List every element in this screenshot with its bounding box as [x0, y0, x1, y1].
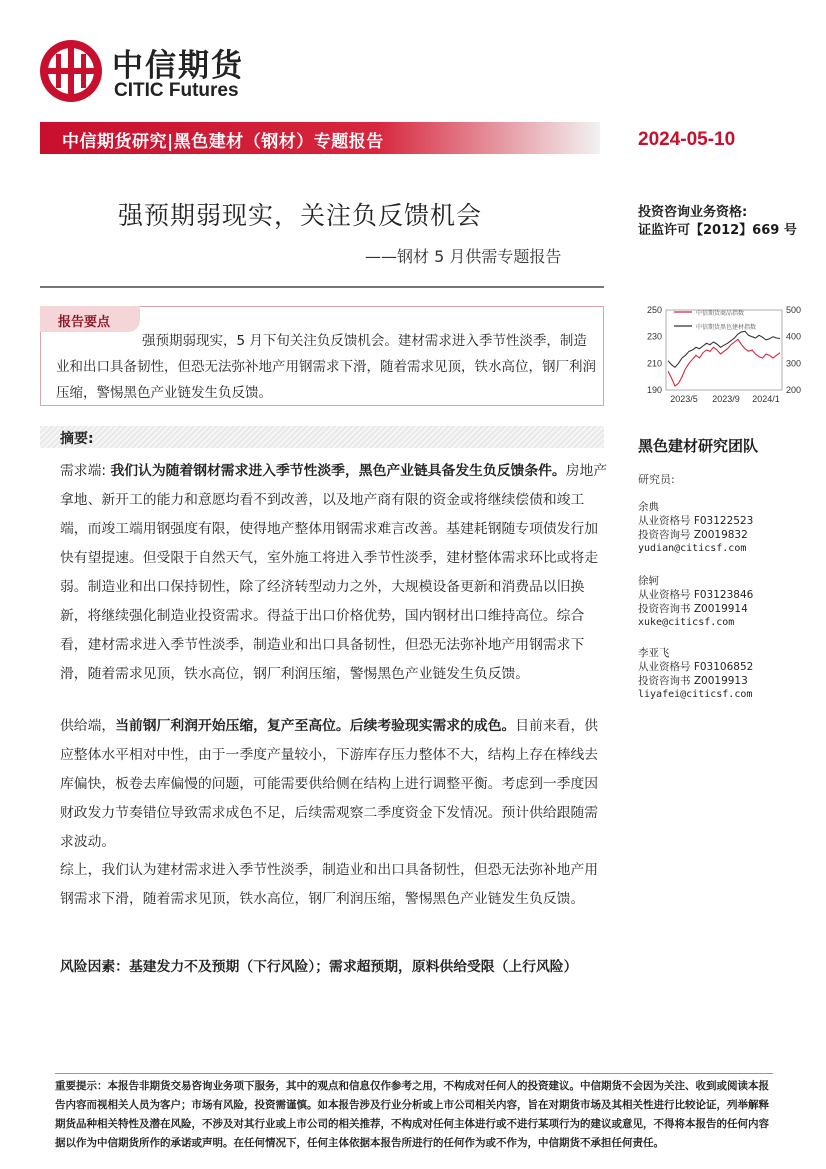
demand-lead: 需求端: [60, 463, 111, 479]
demand-bold: 我们认为随着钢材需求进入季节性淡季，黑色产业链具备发生负反馈条件。 [110, 463, 566, 479]
analyst-card [638, 646, 753, 702]
team-title: 黑色建材研究团队 [638, 437, 759, 455]
qualification-block [638, 204, 797, 240]
legend-label-0: 中信期货商品指数 [696, 310, 745, 317]
y-right-tick-label: 400 [786, 331, 802, 342]
supply-bold: 当前钢厂利润开始压缩，复产至高位。后续考验现实需求的成色。 [115, 718, 516, 734]
analyst-email[interactable]: yudian@citicsf.com [638, 543, 747, 554]
y-left-tick-label: 210 [646, 358, 662, 369]
header-divider [40, 286, 604, 288]
y-left-tick-label: 230 [646, 331, 662, 342]
chart-lines [668, 331, 780, 386]
abstract-header: 摘要: [60, 431, 94, 447]
summary-text: 强预期弱现实，5 月下旬关注负反馈机会。建材需求进入季节性淡季，制造业和出口具备韧性，但恐无法弥补地产用钢需求下滑，随着需求见顶，铁水高位，钢厂利润压缩，警惕黑色产业链发生负反馈。 [56, 333, 596, 401]
series-line-1 [668, 331, 780, 367]
citic-logo [38, 38, 268, 104]
y-right-tick-label: 500 [786, 305, 802, 315]
risk-paragraph: 风险因素：基建发力不及预期（下行风险）；需求超预期，原料供给受限（上行风险） [60, 959, 578, 975]
disclaimer: 重要提示：本报告非期货交易咨询业务项下服务，其中的观点和信息仅作参考之用，不构成对任何人的投资建议。中信期货不会因为关注、收到或阅读本报告内容而视相关人员为客户；市场有风险，投资需谨慎。如本报告涉及行业分析或上市公司相关内容，旨在对期货市场及其相关性进行比较论证，列举解释期货品种相关特性及潜在风险，不涉及对其行业或上市公司的相关推荐，不构成对任何主体进行或不进行某项行为的建议或意见，不得将本报告的任何内容据以作为中信期货所作的承诺或声明。在任何情况下，任何主体依据本报告所进行的任何作为或不作为，中信期货不承担任何责任。 [55, 1080, 769, 1149]
x-tick-label: 2023/5 [670, 394, 698, 404]
conclusion-paragraph: 综上，我们认为建材需求进入季节性淡季，制造业和出口具备韧性，但恐无法弥补地产用钢需求下滑，随着需求见顶，铁水高位，钢厂利润压缩，警惕黑色产业链发生负反馈。 [60, 862, 599, 907]
brand-name-en: CITIC Futures [114, 80, 239, 101]
team-label: 研究员: [638, 473, 675, 486]
qualification-line2: 证监许可【2012】669 号 [638, 223, 797, 238]
report-date: 2024-05-10 [638, 129, 736, 150]
analyst-email[interactable]: liyafei@citicsf.com [638, 689, 753, 700]
legend-label-1: 中信期货黑色建材指数 [696, 324, 757, 331]
analyst-card [638, 500, 753, 556]
brand-name-cn: 中信期货 [112, 48, 244, 84]
analyst-consult: 投资咨询书 Z0019914 [638, 603, 748, 615]
analyst-license: 从业资格号 F03122523 [638, 515, 754, 527]
plot-frame [666, 310, 782, 390]
analyst-name: 李亚飞 [638, 647, 670, 659]
qualification-line1: 投资咨询业务资格: [638, 205, 748, 220]
x-tick-label: 2023/9 [712, 394, 740, 404]
report-subtitle: ——钢材 5 月供需专题报告 [365, 247, 562, 266]
analyst-name: 余典 [638, 501, 659, 513]
report-category-banner [40, 122, 600, 154]
citic-emblem-icon [38, 38, 104, 104]
analyst-consult: 投资咨询书 Z0019913 [638, 675, 748, 687]
y-left-tick-label: 190 [646, 385, 662, 395]
y-left-tick-label: 250 [646, 305, 662, 315]
summary-tag-label: 报告要点 [58, 315, 111, 330]
demand-paragraph [60, 457, 610, 689]
abstract-header-bar [40, 426, 604, 448]
supply-paragraph [60, 712, 610, 857]
x-tick-label: 2024/1 [752, 394, 780, 404]
chart-legend [674, 309, 756, 331]
analyst-consult: 投资咨询号 Z0019832 [638, 529, 748, 541]
analyst-email[interactable]: xuke@citicsf.com [638, 617, 735, 628]
y-right-tick-label: 200 [786, 385, 802, 395]
index-line-chart [636, 298, 810, 414]
footer-divider [55, 1073, 773, 1074]
y-right-tick-label: 300 [786, 358, 802, 369]
supply-lead: 供给端， [60, 718, 116, 734]
banner-text: 中信期货研究|黑色建材（钢材）专题报告 [62, 132, 384, 152]
analyst-name: 徐轲 [638, 575, 659, 587]
demand-rest: 房地产拿地、新开工的能力和意愿均看不到改善，以及地产商有限的资金或将继续偿债和竣工端，而竣工端用钢强度有限，使得地产整体用钢需求难言改善。基建耗钢随专项债发行加快有望提速。但受限于自然天气，室外施工将进入季节性淡季，建材整体需求环比或将走弱。制造业和出口保持韧性，除了经济转型动力之外，大规模设备更新和消费品以旧换新，将继续强化制造业投资需求。得益于出口价格优势，国内钢材出口维持高位。综合看，建材需求进入季节性淡季，制造业和出口具备韧性，但恐无法弥补地产用钢需求下滑，随着需求见顶，铁水高位，钢厂利润压缩，警惕黑色产业链发生负反馈。 [60, 463, 608, 682]
analyst-card [638, 574, 753, 630]
report-title: 强预期弱现实，关注负反馈机会 [118, 201, 483, 230]
supply-rest: 目前来看，供应整体水平相对中性，由于一季度产量较小，下游库存压力整体不大，结构上存在棒线去库偏快，板卷去库偏慢的问题，可能需要供给侧在结构上进行调整平衡。考虑到一季度因财政发力节奏错位导致需求成色不足，后续需观察二季度资金下发情况。预计供给跟随需求波动。 [60, 718, 599, 850]
analyst-license: 从业资格号 F03106852 [638, 661, 754, 673]
analyst-license: 从业资格号 F03123846 [638, 589, 754, 601]
series-line-0 [668, 339, 780, 386]
